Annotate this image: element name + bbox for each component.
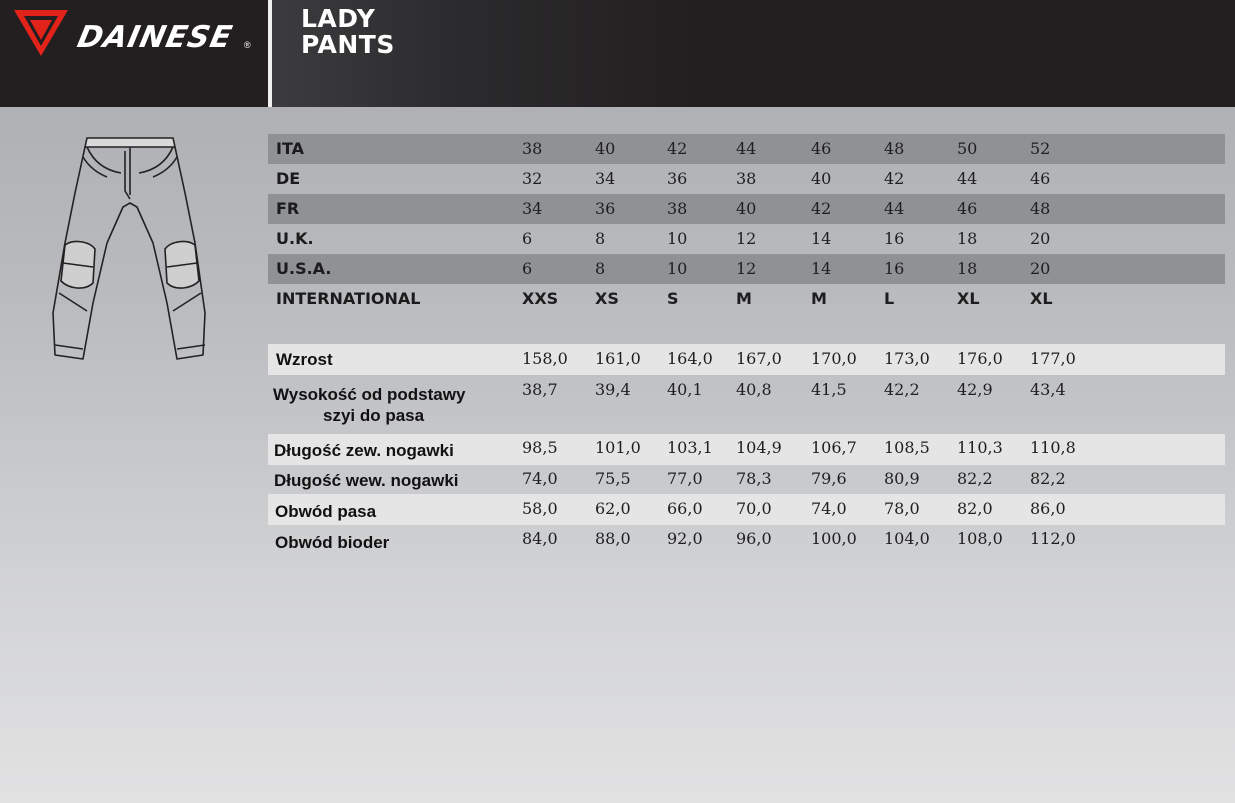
size-cell: 36 [667,169,688,188]
measure-cell: 92,0 [667,529,703,548]
measure-cell: 77,0 [667,469,703,488]
measure-cell: 75,5 [595,469,631,488]
measure-cell: 161,0 [595,349,641,368]
size-cell: 18 [957,259,978,278]
measure-cell: 42,9 [957,380,993,399]
measure-cell: 177,0 [1030,349,1076,368]
size-cell: M [736,289,752,308]
size-cell: 38 [667,199,688,218]
dainese-logo [12,6,251,58]
size-cell: 10 [667,229,688,248]
size-cell: 14 [811,259,832,278]
size-cell: 6 [522,229,533,248]
measure-cell: 82,2 [1030,469,1066,488]
row-label: Długość wew. nogawki [274,471,459,490]
size-cell: 40 [811,169,832,188]
size-cell: S [667,289,679,308]
measure-cell: 108,5 [884,438,930,457]
size-cell: 46 [811,139,832,158]
size-cell: 18 [957,229,978,248]
size-cell: 44 [736,139,757,158]
size-cell: 8 [595,229,606,248]
row-label: U.S.A. [276,259,332,278]
size-cell: 48 [884,139,905,158]
brand-name: DAINESE [74,20,236,55]
size-cell: 40 [595,139,616,158]
measure-cell: 96,0 [736,529,772,548]
measure-cell: 110,3 [957,438,1003,457]
size-cell: 44 [957,169,978,188]
size-cell: 50 [957,139,978,158]
size-cell: 42 [667,139,688,158]
size-cell: 14 [811,229,832,248]
size-cell: 12 [736,259,757,278]
row-label-line2: szyi do pasa [323,406,425,425]
measure-cell: 39,4 [595,380,631,399]
size-cell: 16 [884,259,905,278]
size-cell: 52 [1030,139,1051,158]
header-title-panel [272,0,1235,107]
measure-cell: 84,0 [522,529,558,548]
size-cell: XXS [522,289,559,308]
row-label-line1: Wysokość od podstawy [273,385,466,404]
size-cell: 20 [1030,259,1051,278]
row-label: Wzrost [276,350,333,369]
size-cell: 42 [884,169,905,188]
size-cell: 40 [736,199,757,218]
measure-cell: 103,1 [667,438,713,457]
size-cell: XL [1030,289,1053,308]
size-cell: 38 [736,169,757,188]
measure-cell: 40,8 [736,380,772,399]
size-cell: M [811,289,827,308]
size-cell: 48 [1030,199,1051,218]
trademark-symbol: ® [244,40,251,50]
measure-cell: 110,8 [1030,438,1076,457]
measure-cell: 167,0 [736,349,782,368]
size-cell: 44 [884,199,905,218]
measure-cell: 104,0 [884,529,930,548]
size-cell: XL [957,289,980,308]
row-label: FR [276,199,300,218]
row-label: ITA [276,139,305,158]
pants-illustration [45,133,215,365]
measure-cell: 79,6 [811,469,847,488]
size-cell: 34 [595,169,616,188]
measure-cell: 58,0 [522,499,558,518]
measure-cell: 40,1 [667,380,703,399]
row-label: U.K. [276,229,314,248]
measure-cell: 74,0 [522,469,558,488]
measure-cell: 43,4 [1030,380,1066,399]
size-cell: 42 [811,199,832,218]
measure-cell: 164,0 [667,349,713,368]
size-cell: 6 [522,259,533,278]
measure-cell: 82,0 [957,499,993,518]
measure-cell: 173,0 [884,349,930,368]
measure-cell: 82,2 [957,469,993,488]
measure-cell: 158,0 [522,349,568,368]
size-cell: 46 [957,199,978,218]
row-label: DE [276,169,301,188]
row-label: Obwód bioder [275,533,390,552]
measure-cell: 101,0 [595,438,641,457]
measure-cell: 74,0 [811,499,847,518]
measure-cell: 104,9 [736,438,782,457]
measure-cell: 108,0 [957,529,1003,548]
size-cell: 8 [595,259,606,278]
size-cell: 46 [1030,169,1051,188]
size-cell: 38 [522,139,543,158]
measure-cell: 78,0 [884,499,920,518]
header-divider [268,0,272,107]
page-title-line1: LADY [301,4,376,33]
measure-cell: 112,0 [1030,529,1076,548]
size-cell: L [884,289,895,308]
measure-cell: 176,0 [957,349,1003,368]
measure-cell: 88,0 [595,529,631,548]
measure-cell: 66,0 [667,499,703,518]
page-title-line2: PANTS [301,30,395,59]
size-cell: 34 [522,199,543,218]
measure-cell: 41,5 [811,380,847,399]
size-cell: 32 [522,169,543,188]
dainese-devil-icon [12,6,72,58]
row-label: Obwód pasa [275,502,377,521]
row-label: Długość zew. nogawki [274,441,454,460]
measure-cell: 62,0 [595,499,631,518]
size-cell: 12 [736,229,757,248]
measure-cell: 170,0 [811,349,857,368]
measure-cell: 98,5 [522,438,558,457]
size-cell: 20 [1030,229,1051,248]
measure-cell: 38,7 [522,380,558,399]
size-cell: 16 [884,229,905,248]
row-label: INTERNATIONAL [276,289,421,308]
size-cell: 10 [667,259,688,278]
measure-cell: 78,3 [736,469,772,488]
size-cell: 36 [595,199,616,218]
measure-cell: 86,0 [1030,499,1066,518]
measure-cell: 106,7 [811,438,857,457]
measure-cell: 80,9 [884,469,920,488]
size-cell: XS [595,289,619,308]
measure-cell: 70,0 [736,499,772,518]
measure-cell: 100,0 [811,529,857,548]
measure-cell: 42,2 [884,380,920,399]
